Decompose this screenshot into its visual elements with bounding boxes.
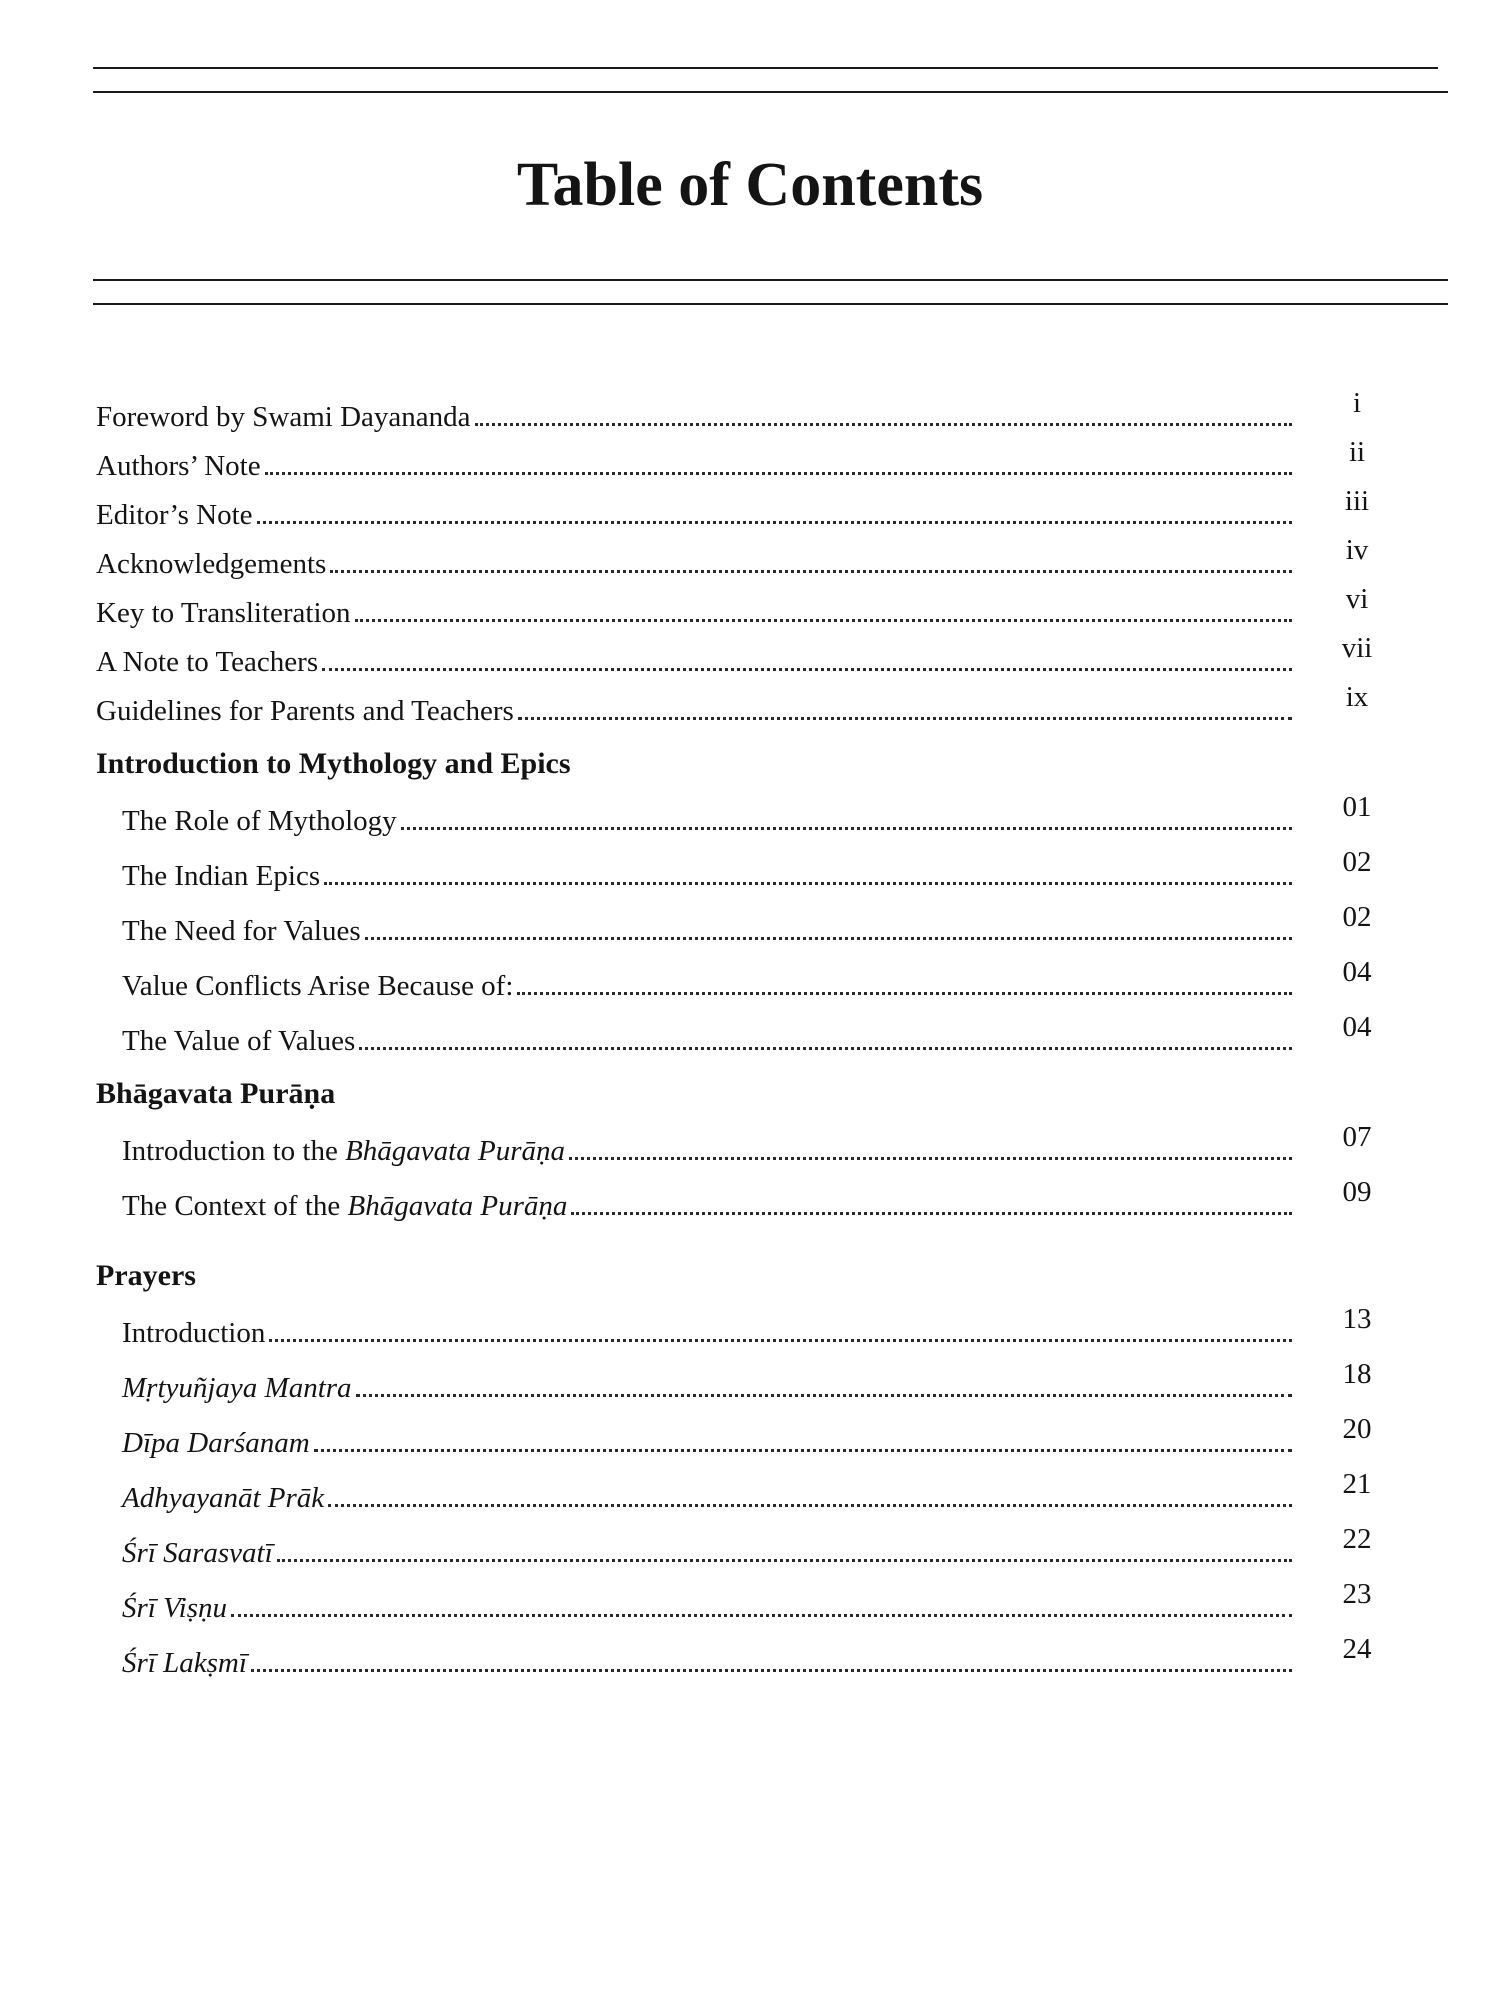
toc-entry-title: Guidelines for Parents and Teachers bbox=[96, 695, 514, 727]
toc-entry[interactable] bbox=[96, 783, 1392, 838]
section-heading: Prayers bbox=[96, 1259, 196, 1292]
toc-entry-title-emphasis: Bhāgavata Purāṇa bbox=[347, 1190, 568, 1222]
table-of-contents bbox=[96, 385, 1392, 1680]
toc-entry-title: Adhyayanāt Prāk bbox=[122, 1482, 325, 1514]
dot-leader bbox=[356, 1394, 1292, 1397]
toc-entry[interactable] bbox=[96, 838, 1392, 893]
toc-page-number: 04 bbox=[1342, 1011, 1372, 1043]
dot-leader bbox=[365, 937, 1292, 940]
toc-entry[interactable] bbox=[96, 385, 1392, 434]
section-heading: Introduction to Mythology and Epics bbox=[96, 747, 571, 780]
toc-entry[interactable] bbox=[96, 1460, 1392, 1515]
toc-entry[interactable] bbox=[96, 1405, 1392, 1460]
dot-leader bbox=[359, 1047, 1292, 1050]
toc-entry[interactable] bbox=[96, 1168, 1392, 1223]
toc-entry[interactable] bbox=[96, 630, 1392, 679]
dot-leader bbox=[330, 570, 1292, 573]
toc-entry-title-emphasis: Bhāgavata Purāṇa bbox=[345, 1135, 565, 1167]
dot-leader bbox=[569, 1157, 1292, 1160]
dot-leader bbox=[265, 472, 1292, 475]
top-rule-2 bbox=[93, 91, 1448, 93]
toc-page-number: 09 bbox=[1342, 1176, 1372, 1208]
toc-entry-title bbox=[122, 1190, 567, 1223]
toc-page-number: 01 bbox=[1342, 791, 1372, 823]
dot-leader bbox=[324, 882, 1292, 885]
toc-entry-title: Foreword by Swami Dayananda bbox=[96, 401, 471, 433]
toc-page-number: 20 bbox=[1342, 1413, 1372, 1445]
toc-page-number: 04 bbox=[1342, 956, 1372, 988]
toc-entry[interactable] bbox=[96, 1515, 1392, 1570]
toc-entry-title: Editor’s Note bbox=[96, 499, 253, 531]
toc-page-number: 02 bbox=[1342, 901, 1372, 933]
toc-page-number: i bbox=[1352, 387, 1362, 419]
toc-entry[interactable] bbox=[96, 581, 1392, 630]
toc-entry[interactable] bbox=[96, 1295, 1392, 1350]
bottom-rule-1 bbox=[93, 279, 1448, 281]
toc-entry[interactable] bbox=[96, 1625, 1392, 1680]
toc-entry-title: Value Conflicts Arise Because of: bbox=[122, 970, 514, 1002]
dot-leader bbox=[257, 521, 1292, 524]
dot-leader bbox=[475, 423, 1293, 426]
dot-leader bbox=[277, 1559, 1292, 1562]
dot-leader bbox=[328, 1504, 1292, 1507]
dot-leader bbox=[322, 668, 1292, 671]
toc-page-number: ix bbox=[1345, 681, 1369, 713]
toc-page-number: 22 bbox=[1342, 1523, 1372, 1555]
top-rule-1 bbox=[93, 67, 1438, 69]
toc-page-number: 23 bbox=[1342, 1578, 1372, 1610]
toc-entry-title: A Note to Teachers bbox=[96, 646, 319, 678]
toc-entry-title: Dīpa Darśanam bbox=[122, 1427, 310, 1459]
toc-entry-title-prefix: The Context of the bbox=[122, 1190, 348, 1222]
dot-leader bbox=[269, 1339, 1292, 1342]
dot-leader bbox=[401, 827, 1292, 830]
bottom-rule-2 bbox=[93, 303, 1448, 305]
toc-entry-title: Mṛtyuñjaya Mantra bbox=[122, 1372, 352, 1404]
toc-entry-title: Key to Transliteration bbox=[96, 597, 351, 629]
dot-leader bbox=[251, 1669, 1292, 1672]
toc-entry-title: The Need for Values bbox=[122, 915, 361, 947]
toc-entry[interactable] bbox=[96, 532, 1392, 581]
toc-entry-title: The Value of Values bbox=[122, 1025, 356, 1057]
toc-entry-title: Introduction bbox=[122, 1317, 266, 1349]
dot-leader bbox=[314, 1449, 1292, 1452]
toc-entry[interactable] bbox=[96, 1113, 1392, 1168]
dot-leader bbox=[518, 717, 1292, 720]
toc-page-number: vi bbox=[1345, 583, 1369, 615]
toc-entry[interactable] bbox=[96, 1350, 1392, 1405]
toc-entry-title: Śrī Viṣṇu bbox=[122, 1592, 227, 1624]
toc-page-number: 21 bbox=[1342, 1468, 1372, 1500]
toc-page-number: 07 bbox=[1342, 1121, 1372, 1153]
toc-entry[interactable] bbox=[96, 893, 1392, 948]
toc-entry[interactable] bbox=[96, 434, 1392, 483]
toc-entry-title: Authors’ Note bbox=[96, 450, 261, 482]
dot-leader bbox=[355, 619, 1292, 622]
toc-entry-title bbox=[122, 1135, 565, 1168]
toc-page-number: iv bbox=[1345, 534, 1369, 566]
toc-entry[interactable] bbox=[96, 948, 1392, 1003]
toc-page-number: 18 bbox=[1342, 1358, 1372, 1390]
section-heading: Bhāgavata Purāṇa bbox=[96, 1077, 336, 1110]
toc-entry-title: Śrī Lakṣmī bbox=[122, 1647, 247, 1679]
toc-page-number: ii bbox=[1348, 436, 1366, 468]
toc-page-number: 24 bbox=[1342, 1633, 1372, 1665]
dot-leader bbox=[571, 1212, 1292, 1215]
toc-entry[interactable] bbox=[96, 1003, 1392, 1058]
toc-page-number: iii bbox=[1344, 485, 1370, 517]
toc-page-number: vii bbox=[1341, 632, 1373, 664]
toc-entry[interactable] bbox=[96, 679, 1392, 728]
toc-entry-title: The Indian Epics bbox=[122, 860, 321, 892]
toc-entry-title: Acknowledgements bbox=[96, 548, 327, 580]
page-title: Table of Contents bbox=[516, 151, 984, 219]
toc-entry-title-prefix: Introduction to the bbox=[122, 1135, 346, 1167]
toc-entry-title: Śrī Sarasvatī bbox=[122, 1537, 273, 1569]
toc-entry[interactable] bbox=[96, 483, 1392, 532]
dot-leader bbox=[517, 992, 1292, 995]
toc-entry[interactable] bbox=[96, 1570, 1392, 1625]
toc-entry-title: The Role of Mythology bbox=[122, 805, 397, 837]
toc-page-number: 13 bbox=[1342, 1303, 1372, 1335]
dot-leader bbox=[231, 1614, 1292, 1617]
toc-page-number: 02 bbox=[1342, 846, 1372, 878]
